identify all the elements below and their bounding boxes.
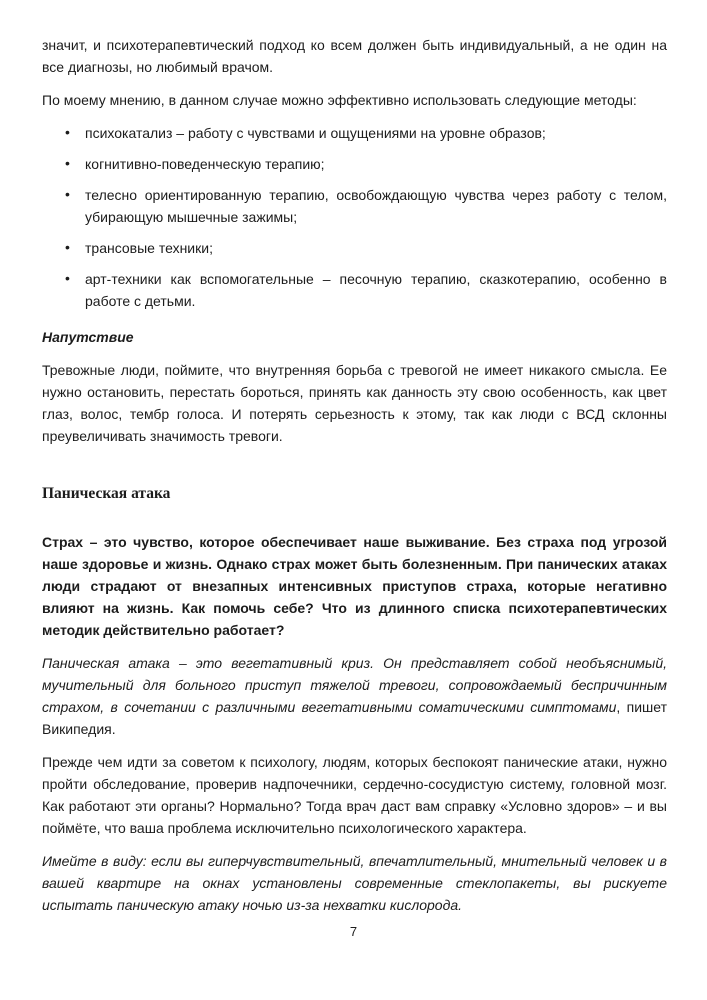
quote-regular-text: , пишет Википедия.: [42, 699, 667, 737]
paragraph-oxygen-warning: Имейте в виду: если вы гиперчувствительный, впечатлительный, мнительный человек и в вашей квартире на окнах установлены современные стеклопакеты, вы рискуете испытать паническую атаку ночью из-за нехватки кислорода.: [42, 853, 667, 913]
list-item: • арт-техники как вспомогательные – песочную терапию, сказкотерапию, особенно в работе с детьми.: [65, 268, 667, 312]
list-item: • трансовые техники;: [65, 237, 667, 259]
paragraph-panic-bold: Страх – это чувство, которое обеспечивает наше выживание. Без страха под угрозой наше здоровье и жизнь. Однако страх может быть болезненным. При панических атаках люди страдают от внезапных интенсивных приступов страха, которые негативно влияют на жизнь. Как помочь себе? Что из длинного списка психотерапевтических методик действительно работает?: [42, 534, 667, 638]
paragraph-farewell: Тревожные люди, поймите, что внутренняя борьба с тревогой не имеет никакого смысла. Ее нужно остановить, перестать бороться, принять как данность эту свою особенность, как цвет глаз, волос, тембр голоса. И потерять серьезность к этому, так как люди с ВСД склонны преувеличивать значимость тревоги.: [42, 362, 667, 444]
list-item: • психокатализ – работу с чувствами и ощущениями на уровне образов;: [65, 122, 667, 144]
paragraph-checkup-advice: Прежде чем идти за советом к психологу, людям, которых беспокоят панические атаки, нужно пройти обследование, проверив надпочечники, сердечно-сосудистую систему, головной мозг. Как работают эти органы? Нормально? Тогда врач даст вам справку «Условно здоров» – и вы поймёте, что ваша проблема исключительно психологического характера.: [42, 754, 667, 836]
heading-farewell: Напутствие: [42, 329, 134, 345]
paragraph-intro: значит, и психотерапевтический подход ко всем должен быть индивидуальный, а не один на все диагнозы, но любимый врачом.: [42, 37, 667, 75]
methods-bullet-list: [42, 122, 667, 312]
paragraph-wikipedia-quote: [42, 652, 667, 740]
list-item: • телесно ориентированную терапию, освобождающую чувства через работу с телом, убирающую мышечные зажимы;: [65, 184, 667, 228]
quote-italic-text: Паническая атака – это вегетативный криз. Он представляет собой необъяснимый, мучительный для больного приступ тяжелой тревоги, сопровождаемый беспричинным страхом, в сочетании с различными вегетативными соматическими симптомами: [42, 655, 667, 715]
paragraph-methods-intro: По моему мнению, в данном случае можно эффективно использовать следующие методы:: [42, 92, 637, 108]
page-number: 7: [349, 924, 358, 939]
page-content: [42, 34, 667, 927]
list-item: • когнитивно-поведенческую терапию;: [65, 153, 667, 175]
heading-panic-attack: Паническая атака: [42, 485, 171, 502]
